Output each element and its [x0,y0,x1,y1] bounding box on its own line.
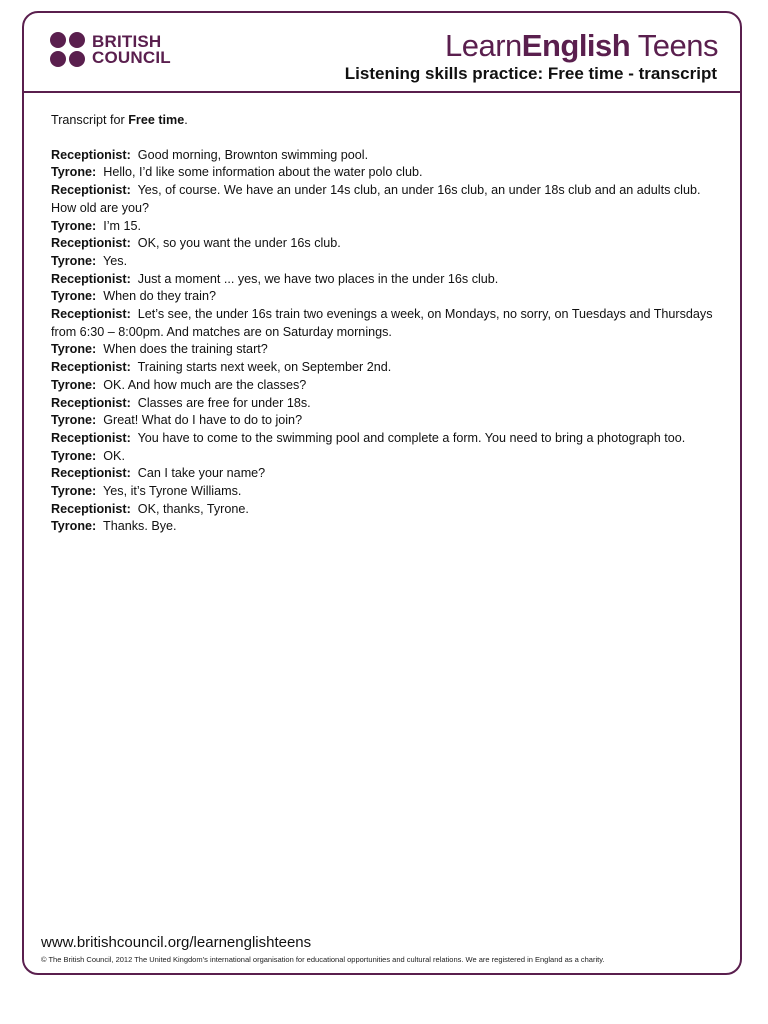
transcript-line [51,448,721,466]
transcript-line [51,518,721,536]
utterance-text: Let’s see, the under 16s train two evenings a week, on Mondays, no sorry, on Tuesdays and Thursdays from 6:30 – 8:00pm. And matches are on Saturday mornings. [51,307,713,339]
learnenglish-teens-brand [445,28,718,64]
utterance-text: When do they train? [103,289,216,304]
utterance-text: Yes, it’s Tyrone Williams. [103,484,242,499]
footer-url[interactable]: www.britishcouncil.org/learnenglishteens [41,934,312,951]
utterance-text: OK, thanks, Tyrone. [137,501,249,516]
transcript-line [51,377,721,395]
utterance-text: Hello, I’d like some information about the water polo club. [103,165,423,180]
speaker-label: Receptionist: [51,147,131,162]
speaker-label: Receptionist: [51,430,131,445]
utterance-text: Thanks. Bye. [103,519,177,534]
utterance-text: Yes, of course. We have an under 14s club, an under 16s club, an under 18s club and an adults club. How old are you? [51,183,701,215]
footer-copyright: © The British Council, 2012 The United Kingdom’s international organisation for educational opportunities and cultural relations. We are registered in England as a charity. [41,955,605,964]
intro-prefix: Transcript for [51,113,129,127]
transcript-line [51,465,721,483]
utterance-text: OK. [103,448,125,463]
utterance-text: I’m 15. [103,218,142,233]
utterance-text: OK. And how much are the classes? [103,377,307,392]
utterance-text: Can I take your name? [137,466,266,481]
transcript-line [51,501,721,519]
brand-teens: Teens [630,28,718,63]
transcript-line [51,359,721,377]
brand-learn: Learn [444,28,522,63]
speaker-label: Tyrone: [51,218,97,233]
utterance-text: Just a moment ... yes, we have two places in the under 16s club. [137,271,499,286]
speaker-label: Receptionist: [51,271,131,286]
logo-text [92,31,171,67]
transcript-line [51,430,721,448]
transcript-line [51,483,721,501]
speaker-label: Tyrone: [51,413,97,428]
speaker-label: Tyrone: [51,519,97,534]
speaker-label: Receptionist: [51,360,131,375]
transcript-line [51,164,721,182]
utterance-text: When does the training start? [103,342,268,357]
transcript-line [51,306,721,341]
transcript-body [51,112,721,536]
utterance-text: Training starts next week, on September 2nd. [137,360,392,375]
utterance-text: Good morning, Brownton swimming pool. [137,147,369,162]
header-divider [24,91,742,93]
speaker-label: Tyrone: [51,377,97,392]
intro-topic: Free time [128,113,185,127]
transcript-line [51,288,721,306]
speaker-label: Tyrone: [51,484,97,499]
transcript-line [51,182,721,217]
speaker-label: Receptionist: [51,236,131,251]
utterance-text: OK, so you want the under 16s club. [137,236,341,251]
speaker-label: Tyrone: [51,448,97,463]
speaker-label: Tyrone: [51,342,97,357]
page-title: Listening skills practice: Free time - transcript [344,64,717,83]
speaker-label: Receptionist: [51,183,131,198]
transcript-line [51,395,721,413]
speaker-label: Receptionist: [51,501,131,516]
transcript-line [51,271,721,289]
logo-line-1: BRITISH [92,31,162,51]
speaker-label: Tyrone: [51,289,97,304]
speaker-label: Tyrone: [51,165,97,180]
transcript-lines [51,147,721,536]
speaker-label: Tyrone: [51,253,97,268]
transcript-line [51,412,721,430]
transcript-intro [51,112,721,130]
logo-dots-icon [50,32,85,67]
utterance-text: Great! What do I have to do to join? [103,413,303,428]
transcript-line [51,341,721,359]
transcript-line [51,253,721,271]
british-council-logo [50,32,171,67]
speaker-label: Receptionist: [51,466,131,481]
intro-suffix: . [184,113,188,127]
transcript-line [51,147,721,165]
speaker-label: Receptionist: [51,395,131,410]
utterance-text: Classes are free for under 18s. [137,395,311,410]
brand-english: English [521,28,631,63]
utterance-text: You have to come to the swimming pool and complete a form. You need to bring a photograph too. [137,430,686,445]
utterance-text: Yes. [103,253,128,268]
transcript-line [51,235,721,253]
transcript-line [51,218,721,236]
logo-line-2: COUNCIL [92,47,171,67]
speaker-label: Receptionist: [51,307,131,322]
